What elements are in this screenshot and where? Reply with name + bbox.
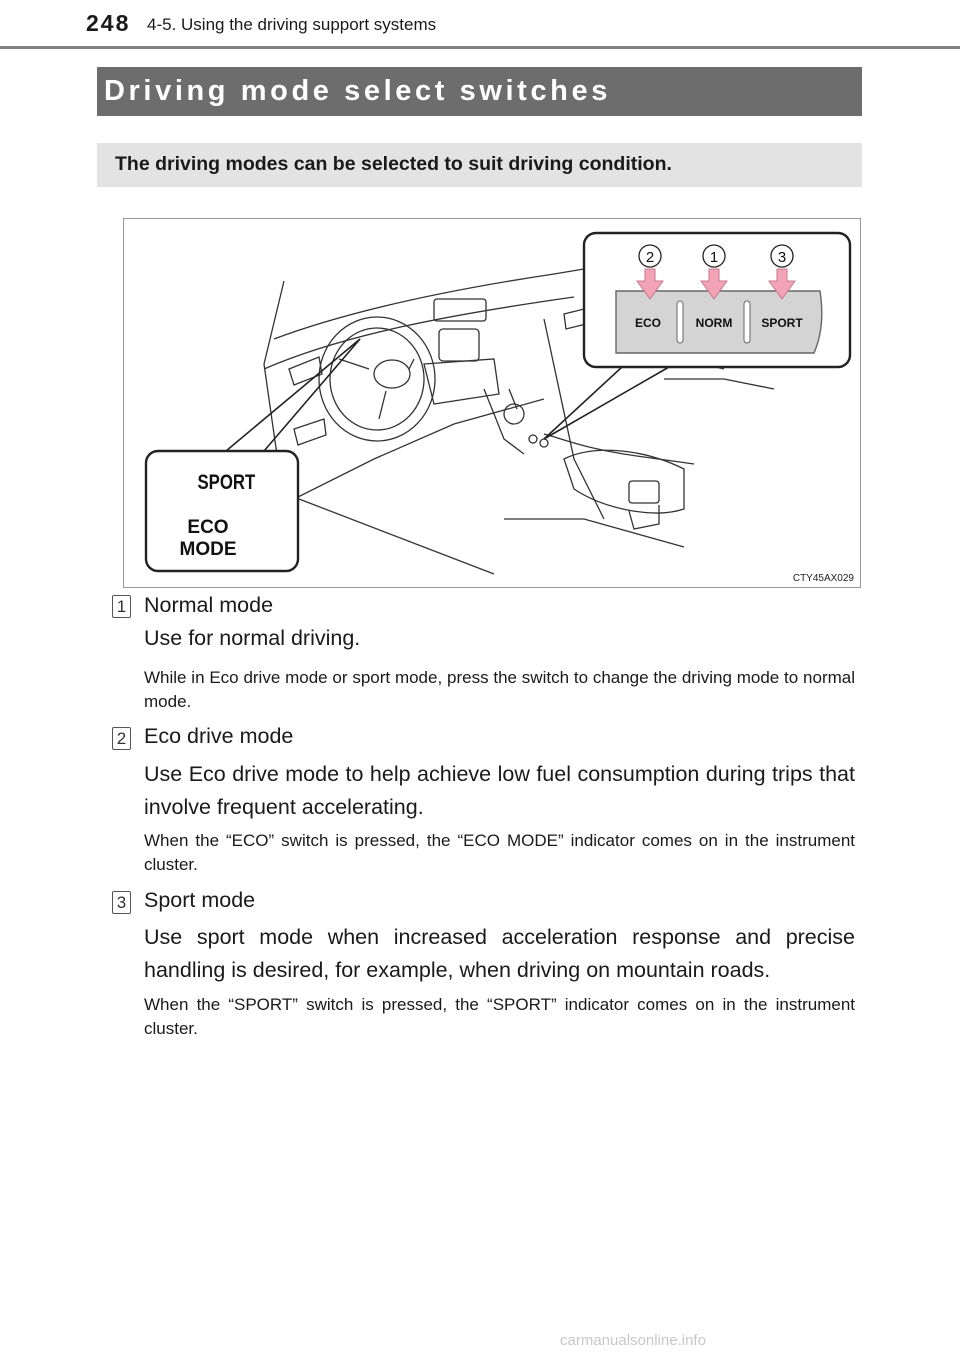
header-divider	[0, 46, 960, 49]
dashboard-illustration	[123, 218, 861, 588]
figure-code: CTY45AX029	[792, 573, 854, 584]
callout-number-1: 1	[709, 249, 719, 266]
callout-number-2: 2	[645, 249, 655, 266]
sport-indicator-label: SPORT	[197, 471, 256, 495]
item-3-title: Sport mode	[144, 888, 256, 912]
item-3-note: When the “SPORT” switch is pressed, the “SPORT” indicator comes on in the instrument cluster.	[144, 995, 855, 1038]
section-title: 4-5. Using the driving support systems	[147, 15, 437, 34]
item-1-body: Use for normal driving.	[144, 626, 361, 650]
center-screen-icon	[439, 329, 479, 361]
norm-switch-label: NORM	[695, 316, 733, 330]
footer-watermark: carmanualsonline.info	[560, 1332, 706, 1349]
item-2-note: When the “ECO” switch is pressed, the “ECO MODE” indicator comes on in the instrument cluster.	[144, 831, 855, 874]
intro-text: The driving modes can be selected to suit driving condition.	[115, 153, 672, 175]
item-1-title: Normal mode	[144, 593, 274, 617]
item-2-title: Eco drive mode	[144, 724, 294, 748]
item-2-body: Use Eco drive mode to help achieve low fuel consumption during trips that involve frequent accelerating.	[144, 762, 855, 819]
item-number-3: 3	[112, 891, 131, 914]
callout-number-3: 3	[777, 249, 787, 266]
page-title: Driving mode select switches	[104, 75, 611, 107]
item-number-2: 2	[112, 727, 131, 750]
steering-wheel-icon	[319, 317, 435, 441]
item-number-1: 1	[112, 595, 131, 618]
sport-switch-label: SPORT	[761, 316, 803, 330]
item-3-body: Use sport mode when increased acceleration response and precise handling is desired, for example, when driving on mountain roads.	[144, 925, 855, 982]
mode-indicator-label: MODE	[179, 539, 237, 560]
eco-switch-label: ECO	[634, 316, 662, 330]
eco-indicator-label: ECO	[187, 517, 229, 538]
item-1-note: While in Eco drive mode or sport mode, press the switch to change the driving mode to normal mode.	[144, 668, 855, 711]
page-number: 248	[86, 10, 131, 36]
dashboard-outline	[274, 269, 584, 339]
